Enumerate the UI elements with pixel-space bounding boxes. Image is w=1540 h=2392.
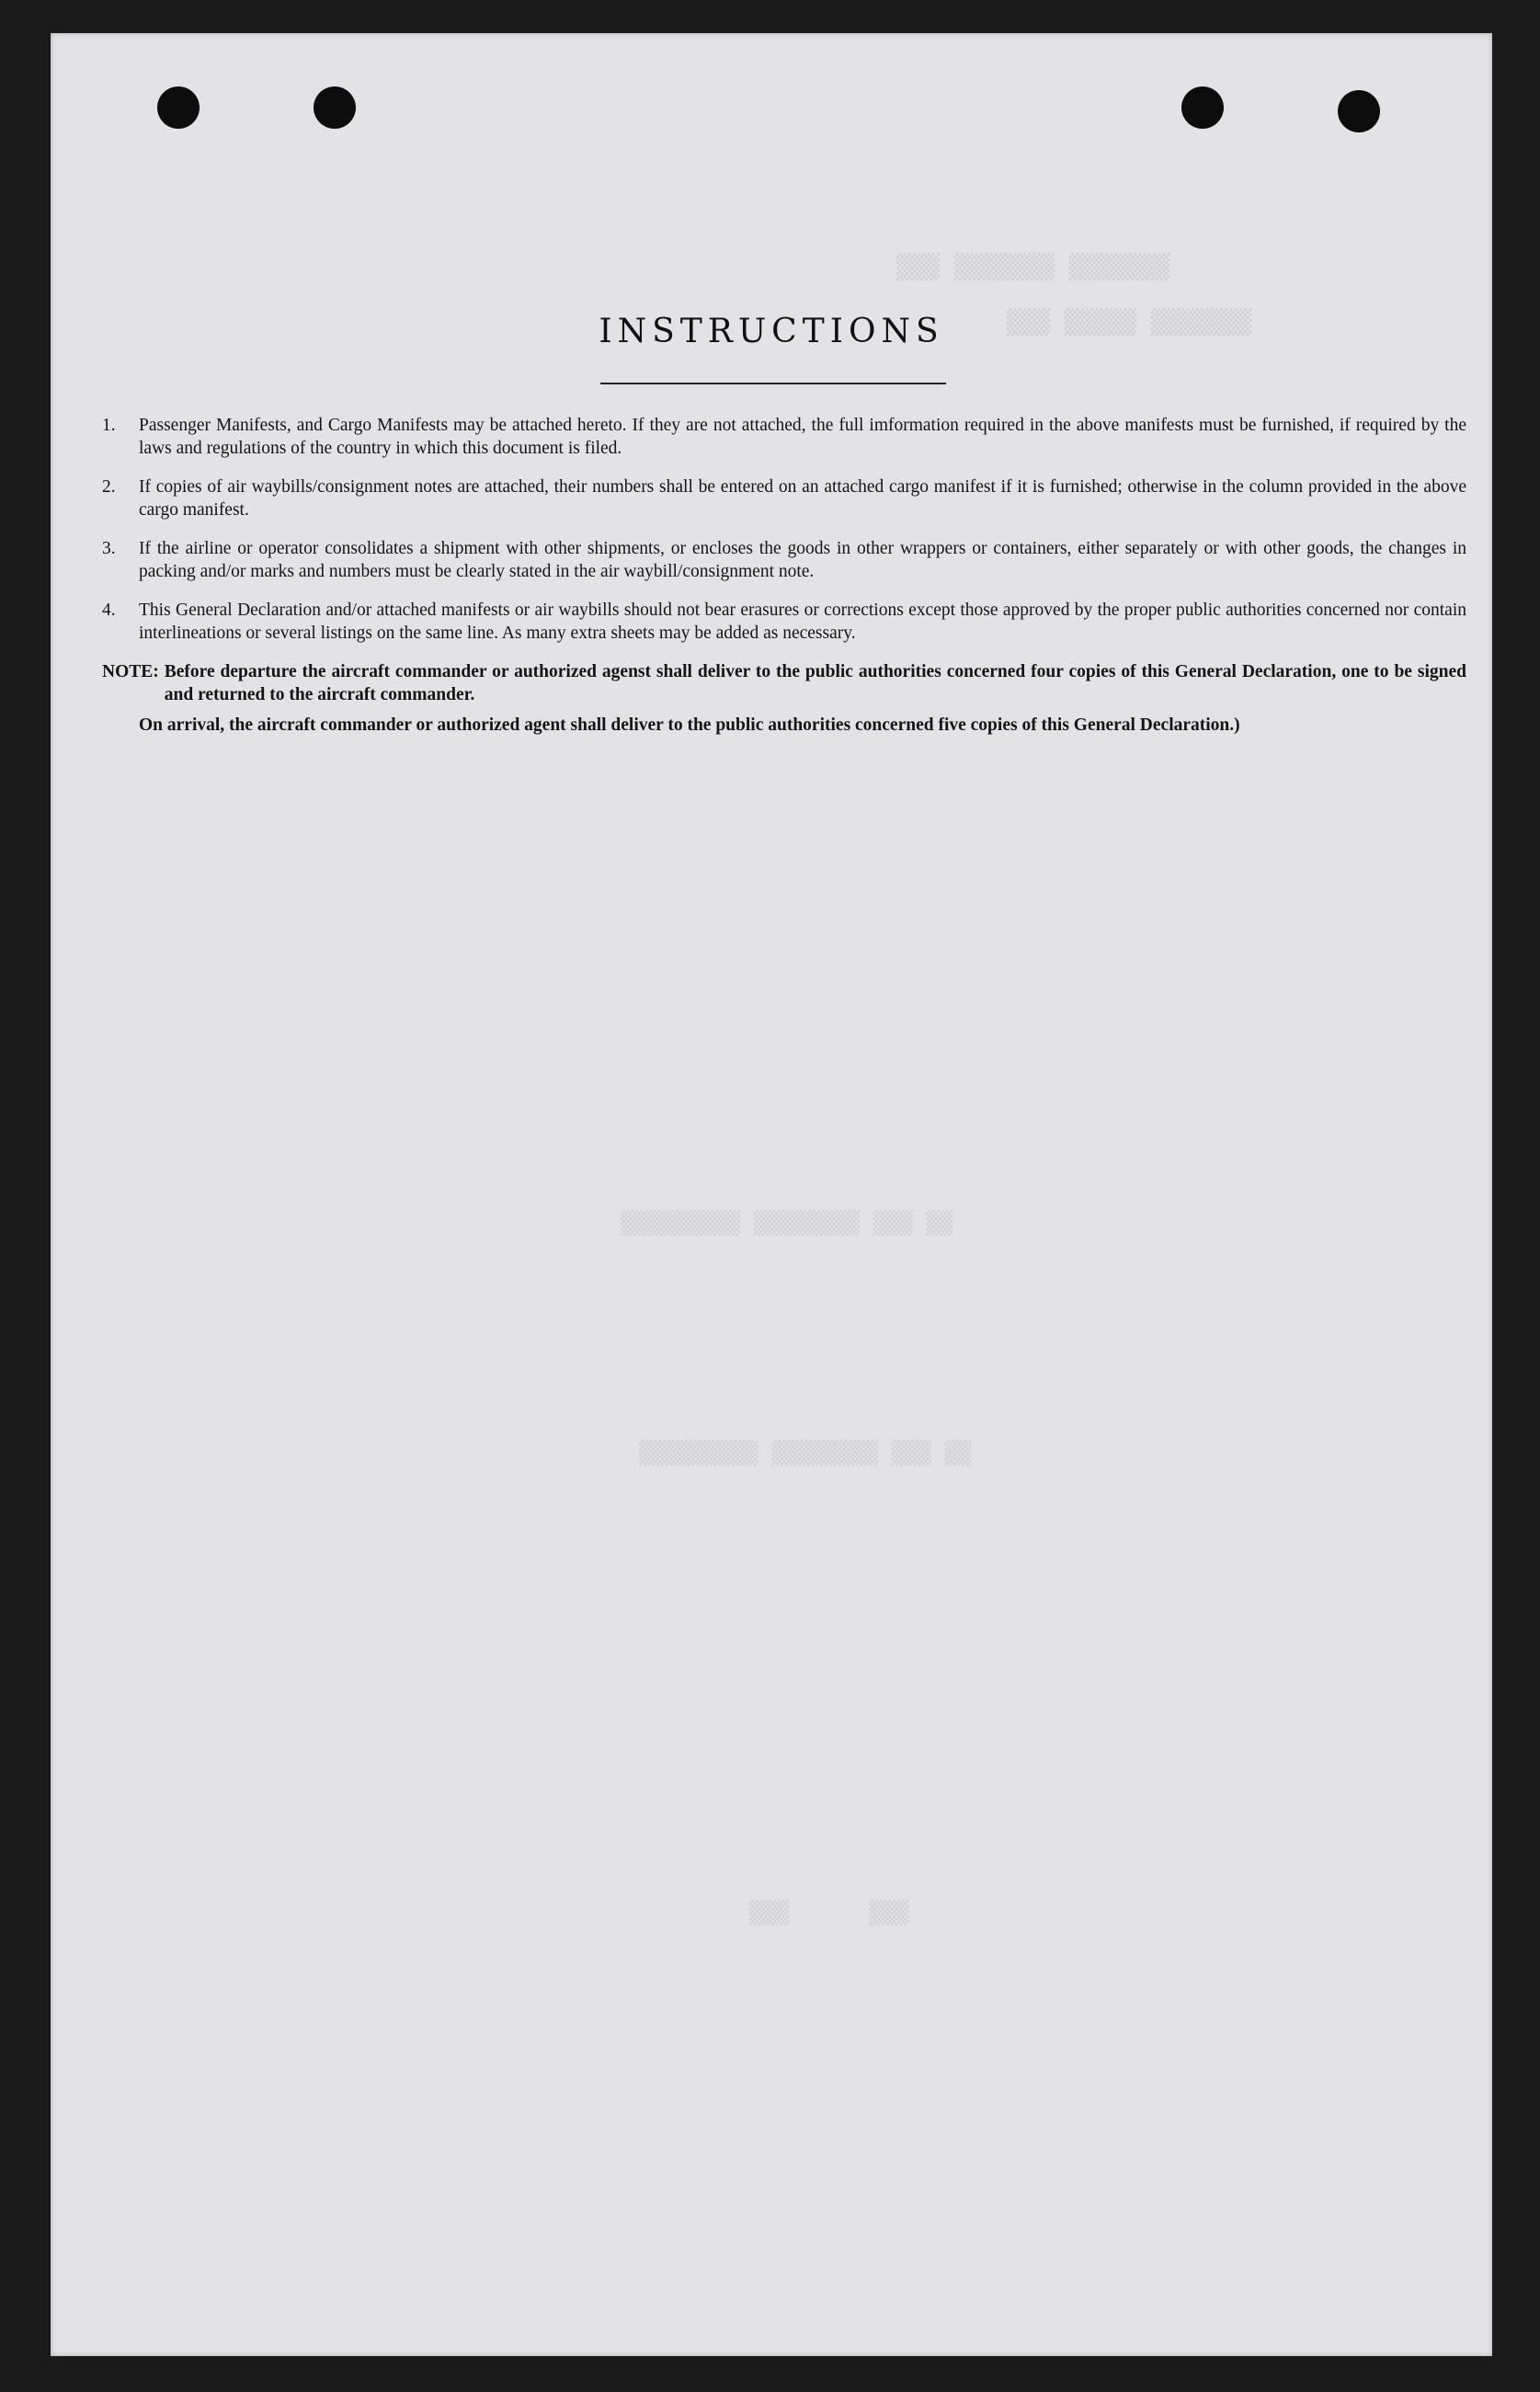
bleed-through-mark: ▒▒▒▒▒▒▒ ▒▒▒▒▒▒▒ ▒▒▒ — [896, 254, 1170, 281]
punch-hole-3 — [1181, 86, 1224, 129]
instruction-number: 1. — [102, 416, 116, 435]
instruction-item — [102, 414, 1466, 460]
note-text: Before departure the aircraft commander or authorized agenst shall deliver to the public authorities concerned four copies of this General Declaration, one to be signed and returned to the aircraft commander. — [164, 662, 1466, 704]
instruction-text: This General Declaration and/or attached manifests or air waybills should not bear erasures or corrections except those approved by the proper public authorities concerned nor contain interlineations or several listings on the same line. As many extra sheets may be added as necessary. — [139, 601, 1466, 643]
title-underline — [600, 383, 946, 384]
instruction-number: 3. — [102, 539, 116, 558]
page-title: INSTRUCTIONS — [599, 313, 944, 350]
punch-hole-4 — [1338, 90, 1380, 132]
punch-hole-2 — [314, 86, 356, 129]
bleed-through-mark: ▒▒ ▒▒▒ ▒▒▒▒▒▒▒▒ ▒▒▒▒▒▒▒▒▒ — [621, 1210, 953, 1236]
instruction-item — [102, 475, 1466, 521]
instruction-item — [102, 599, 1466, 645]
document-page — [51, 33, 1492, 2356]
instructions-list — [102, 414, 1466, 737]
instruction-item — [102, 537, 1466, 583]
instruction-text: If the airline or operator consolidates a shipment with other shipments, or encloses the goods in other wrappers or containers, either separately or with other goods, the changes in packing and/or marks and numbers must be clearly stated in the air waybill/consignment note. — [139, 539, 1466, 581]
instruction-number: 4. — [102, 601, 116, 620]
instruction-text: Passenger Manifests, and Cargo Manifests may be attached hereto. If they are not attached, the full imformation required in the above manifests must be furnished, if required by the laws and regulations of the country in which this document is filed. — [139, 416, 1466, 458]
instruction-number: 2. — [102, 477, 116, 497]
bleed-through-mark: ▒▒ ▒▒▒ ▒▒▒▒▒▒▒▒ ▒▒▒▒▒▒▒▒▒ — [639, 1440, 972, 1466]
punch-hole-1 — [157, 86, 200, 129]
note-block — [102, 660, 1466, 706]
bleed-through-mark: ▒▒▒ ▒▒▒ — [749, 1900, 909, 1926]
note-arrival-text: On arrival, the aircraft commander or authorized agent shall deliver to the public authorities concerned five copies of this General Declaration.) — [139, 715, 1240, 735]
instruction-text: If copies of air waybills/consignment notes are attached, their numbers shall be entered on an attached cargo manifest if it is furnished; otherwise in the column provided in the above cargo manifest. — [139, 477, 1466, 520]
bleed-through-mark: ▒▒▒▒▒▒▒ ▒▒▒▒▒ ▒▒▒ — [1007, 309, 1252, 337]
note-label: NOTE: — [102, 662, 159, 681]
